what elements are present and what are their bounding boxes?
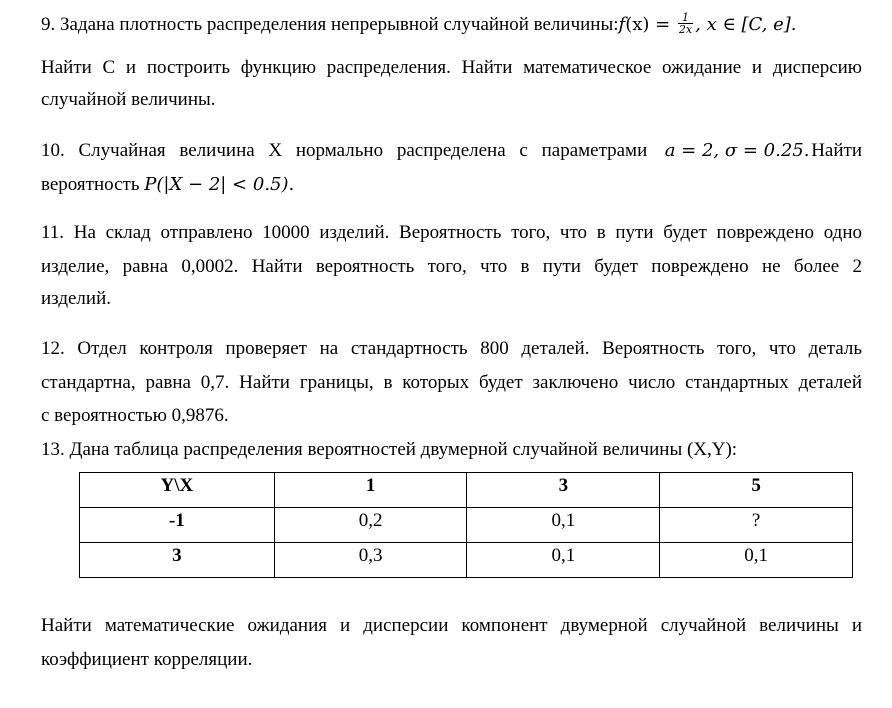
problem-13-after-line-1: Найти математические ожидания и дисперсии компонент двумерной случайной величины и (41, 615, 862, 636)
problem-11-line-3: изделий. (41, 288, 111, 309)
problem-9-lead: 9. Задана плотность распределения непрерывной случайной величины: (41, 14, 619, 35)
problem-12-line-2: стандартна, равна 0,7. Найти границы, в которых будет заключено число стандартных деталей (41, 372, 862, 393)
table-cell: 0,1 (660, 543, 853, 578)
density-f: f (618, 14, 626, 35)
density-arg: (x) (625, 14, 650, 35)
problem-11-line-2: изделие, равна 0,0002. Найти вероятность того, что в пути будет повреждено не более 2 (41, 256, 862, 277)
table-cell: 0,2 (274, 508, 467, 543)
table-row-label: 3 (80, 543, 275, 578)
problem-12-line-1: 12. Отдел контроля проверяет на стандартность 800 деталей. Вероятность того, что деталь (41, 338, 862, 359)
problem-10-line-2 (41, 173, 862, 197)
problem-10-text: 10. Случайная величина X нормально распределена с параметрами (41, 140, 648, 161)
table-header-row (80, 473, 853, 508)
problem-10-prob-label: вероятность (41, 174, 140, 195)
density-fraction (678, 12, 693, 35)
table-header-cell: 5 (660, 473, 853, 508)
problem-12-line-3: с вероятностью 0,9876. (41, 405, 229, 426)
table-row-label: -1 (80, 508, 275, 543)
problem-13-after-line-2: коэффициент корреляции. (41, 649, 253, 670)
table-row (80, 543, 853, 578)
problem-13-line-1: 13. Дана таблица распределения вероятностей двумерной случайной величины (X,Y): (41, 439, 738, 460)
table-cell: 0,3 (274, 543, 467, 578)
problem-10-find: Найти (811, 140, 862, 161)
table-row (80, 508, 853, 543)
problem-10-line-1 (41, 139, 862, 163)
problem-9-line-2: Найти С и построить функцию распределения. Найти математическое ожидание и дисперсию (41, 57, 862, 78)
table-header-cell: Y\X (80, 473, 275, 508)
problem-9-line-1 (41, 10, 862, 37)
fraction-denominator: 2x (678, 22, 693, 36)
table-cell: ? (660, 508, 853, 543)
fraction-numerator: 1 (678, 12, 693, 24)
table-cell: 0,1 (467, 543, 660, 578)
problem-10-params: a = 2, σ = 0.25. (664, 140, 810, 161)
distribution-table (79, 472, 853, 578)
problem-10-prob-formula: P(|X − 2| < 0.5). (144, 174, 295, 195)
problem-10-text-wrap (41, 139, 663, 163)
table-cell: 0,1 (467, 508, 660, 543)
density-condition: , x ∈ [C, e]. (695, 14, 797, 35)
table-header-cell: 3 (467, 473, 660, 508)
table-header-cell: 1 (274, 473, 467, 508)
density-formula (618, 10, 797, 36)
density-eq: = (649, 14, 676, 35)
problem-11-line-1: 11. На склад отправлено 10000 изделий. Вероятность того, что в пути будет повреждено одно (41, 222, 862, 243)
problem-9-line-3: случайной величины. (41, 89, 216, 110)
